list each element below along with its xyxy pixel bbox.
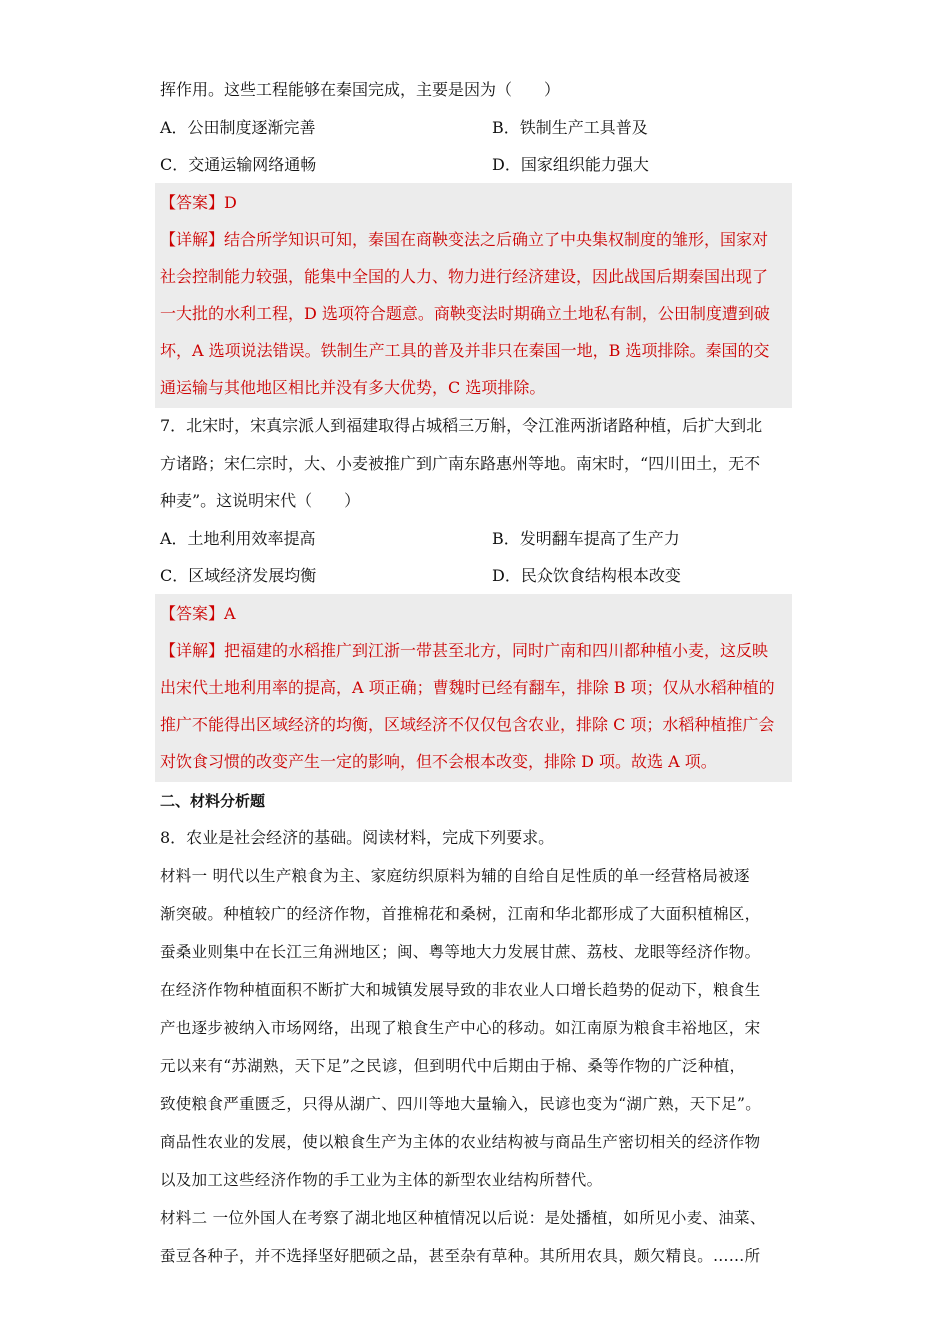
q6-option-d: D．国家组织能力强大 <box>492 155 649 174</box>
q8-material-1-line-7: 致使粮食严重匮乏，只得从湖广、四川等地大量输入，民谚也变为“湖广熟，天下足”。 <box>160 1095 762 1113</box>
q8-material-1-line-5: 产也逐步被纳入市场网络，出现了粮食生产中心的移动。如江南原为粮食丰裕地区，宋 <box>160 1019 761 1037</box>
q6-detail-line-2: 社会控制能力较强，能集中全国的人力、物力进行经济建设，因此战国后期秦国出现了 <box>160 267 769 286</box>
q7-answer <box>160 604 792 624</box>
q6-detail-line-5: 通运输与其他地区相比并没有多大优势，C 选项排除。 <box>160 378 546 397</box>
q8-material-1-line-1: 材料一 明代以生产粮食为主、家庭纺织原料为辅的自给自足性质的单一经营格局被逐 <box>160 867 750 885</box>
q7-detail-line-2: 出宋代土地利用率的提高，A 项正确；曹魏时已经有翻车，排除 B 项；仅从水稻种植的 <box>160 678 775 697</box>
q6-detail-line-4: 坏，A 选项说法错误。铁制生产工具的普及并非只在秦国一地，B 选项排除。秦国的交 <box>160 341 770 360</box>
q6-detail-line-3: 一大批的水利工程，D 选项符合题意。商鞅变法时期确立土地私有制，公田制度遭到破 <box>160 304 770 323</box>
q7-detail-line-3: 推广不能得出区域经济的均衡，区域经济不仅仅包含农业，排除 C 项；水稻种植推广会 <box>160 715 775 734</box>
q6-detail-label: 【详解】 <box>160 230 225 249</box>
q6-answer-box <box>155 183 792 408</box>
q6-stem-tail: 挥作用。这些工程能够在秦国完成，主要是因为（ ） <box>160 80 561 99</box>
q7-option-a: A．土地利用效率提高 <box>160 529 316 548</box>
q7-stem-line-3: 种麦”。这说明宋代（ ） <box>160 491 361 510</box>
q8-stem: 8．农业是社会经济的基础。阅读材料，完成下列要求。 <box>160 828 555 847</box>
q7-detail-line-4: 对饮食习惯的改变产生一定的影响，但不会根本改变，排除 D 项。故选 A 项。 <box>160 752 717 771</box>
q7-answer-label: 【答案】 <box>160 604 225 623</box>
q7-option-b: B．发明翻车提高了生产力 <box>492 529 680 548</box>
q8-material-1-line-8: 商品性农业的发展，使以粮食生产为主体的农业结构被与商品生产密切相关的经济作物 <box>160 1133 761 1151</box>
q8-material-1-line-4: 在经济作物种植面积不断扩大和城镇发展导致的非农业人口增长趋势的促动下，粮食生 <box>160 981 761 999</box>
q7-detail-line-1 <box>160 641 792 661</box>
q6-option-c: C．交通运输网络通畅 <box>160 155 317 174</box>
q6-answer-value: D <box>224 193 237 212</box>
q7-detail-text: 把福建的水稻推广到江浙一带甚至北方，同时广南和四川都种植小麦，这反映 <box>224 641 769 660</box>
q6-option-a: A．公田制度逐渐完善 <box>160 118 316 137</box>
q6-answer <box>160 193 792 213</box>
q8-material-1-line-6: 元以来有“苏湖熟，天下足”之民谚，但到明代中后期由于棉、桑等作物的广泛种植， <box>160 1057 746 1075</box>
q6-detail-text: 结合所学知识可知，秦国在商鞅变法之后确立了中央集权制度的雏形，国家对 <box>224 230 769 249</box>
q8-material-1-line-2: 渐突破。种植较广的经济作物，首推棉花和桑树，江南和华北都形成了大面积植棉区， <box>160 905 761 923</box>
q8-material-2-line-2: 蚕豆各种子，并不选择坚好肥硕之品，甚至杂有草种。其所用农具，颇欠精良。……所 <box>160 1247 761 1265</box>
section-2-title: 二、材料分析题 <box>160 792 266 810</box>
q7-option-d: D．民众饮食结构根本改变 <box>492 566 681 585</box>
q7-stem-line-2: 方诸路；宋仁宗时，大、小麦被推广到广南东路惠州等地。南宋时，“四川田土，无不 <box>160 454 761 473</box>
q8-material-1-line-3: 蚕桑业则集中在长江三角洲地区；闽、粤等地大力发展甘蔗、荔枝、龙眼等经济作物。 <box>160 943 761 961</box>
q6-detail-line-1 <box>160 230 792 250</box>
q7-stem-line-1: 7．北宋时，宋真宗派人到福建取得占城稻三万斛，令江淮两浙诸路种植，后扩大到北 <box>160 416 763 435</box>
q8-material-2-line-1: 材料二 一位外国人在考察了湖北地区种植情况以后说：是处播植，如所见小麦、油菜、 <box>160 1209 766 1227</box>
q7-answer-value: A <box>224 604 236 623</box>
q7-option-c: C．区域经济发展均衡 <box>160 566 317 585</box>
q8-material-1-line-9: 以及加工这些经济作物的手工业为主体的新型农业结构所替代。 <box>160 1171 603 1189</box>
q6-option-b: B．铁制生产工具普及 <box>492 118 648 137</box>
q6-answer-label: 【答案】 <box>160 193 225 212</box>
q7-detail-label: 【详解】 <box>160 641 225 660</box>
